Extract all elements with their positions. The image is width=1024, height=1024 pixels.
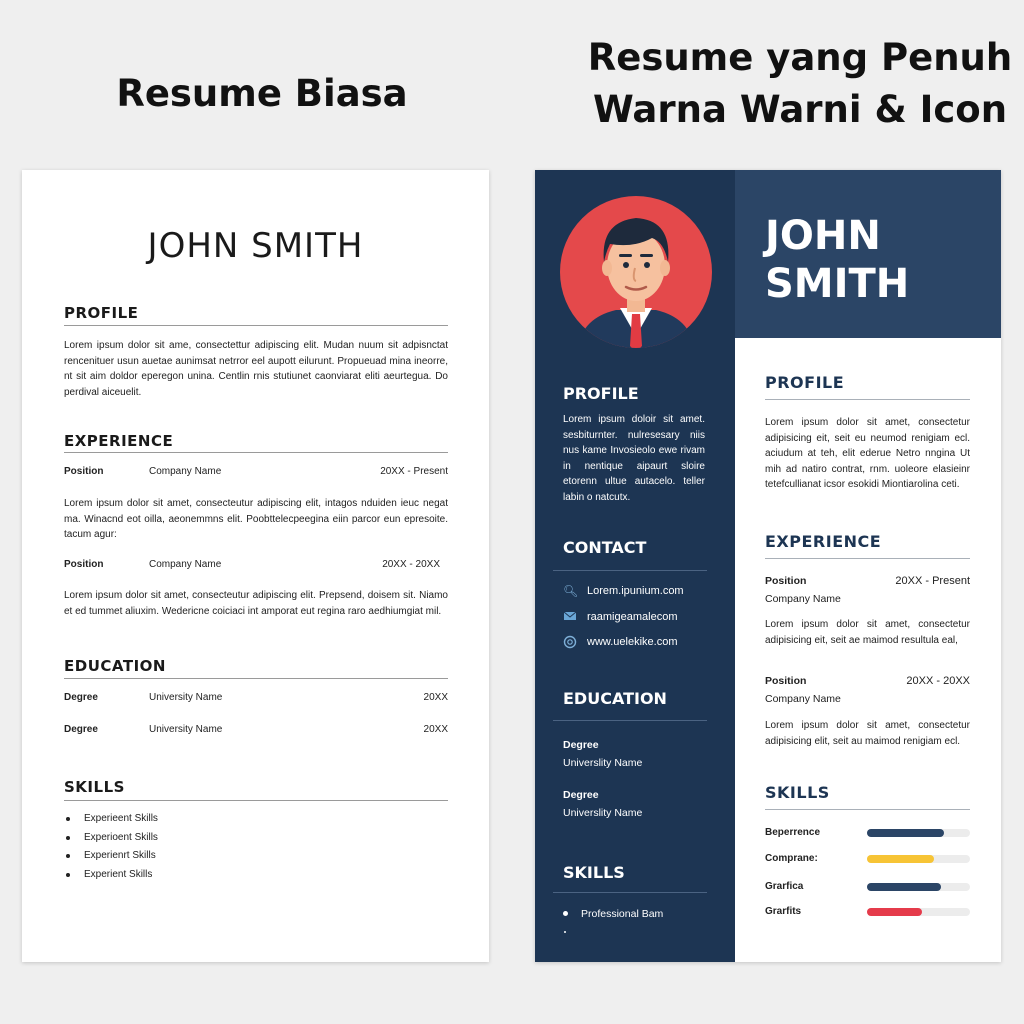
colorful-resume-card <box>535 170 1001 962</box>
sidebar-degree: Degree <box>563 739 599 751</box>
right-skills-title: SKILLS <box>765 783 830 802</box>
right-skill-row <box>765 853 970 865</box>
right-job-period: 20XX - 20XX <box>906 675 970 687</box>
contact-text: raamigeamalecom <box>587 611 678 623</box>
right-skills-divider <box>765 809 970 810</box>
colorful-heading-line-2: Warna Warni & Icon <box>592 88 1008 131</box>
plain-job-position: Position <box>64 466 104 477</box>
plain-job-description: Lorem ipsum dolor sit amet, consecteutur adipiscing elit. Prepsend, doisem sit. Niamo et ed tummet aliuxim. Wedericne coiciaci int amporat eut regina raro aedhiumgiat mil. <box>64 590 448 617</box>
colorful-name-header <box>735 170 1001 338</box>
email-icon <box>563 610 577 624</box>
right-skill-label: Grarfica <box>765 881 804 892</box>
colorful-resume-heading <box>580 32 1020 136</box>
bullet-icon <box>563 911 568 916</box>
sidebar-profile-text: Lorem ipsum doloir sit amet. sesbiturnter. nulresesary niis nus kame Invosieolo ewe rivam in nentique aipaurt sloire etorenn ultue autacelo. teller labin o natcutx. <box>563 414 705 503</box>
plain-skills-divider <box>64 800 448 801</box>
colorful-heading-line-1: Resume yang Penuh <box>587 36 1013 79</box>
plain-job-company: Company Name <box>149 466 222 477</box>
plain-education-title: EDUCATION <box>64 657 166 675</box>
sidebar-skill-item: Professional Bam <box>581 908 664 920</box>
right-skill-row <box>765 906 970 918</box>
right-job-company: Company Name <box>765 593 841 605</box>
skill-level-bar <box>867 829 944 837</box>
sidebar-education-title: EDUCATION <box>563 689 667 708</box>
plain-profile-divider <box>64 325 448 326</box>
sidebar-university: Universlity Name <box>563 807 643 819</box>
globe-icon <box>563 635 577 649</box>
right-experience-title: EXPERIENCE <box>765 532 882 551</box>
right-skill-label: Beperrence <box>765 827 821 838</box>
plain-job-description: Lorem ipsum dolor sit amet, consecteutur adipiscing elit, intagos nduiden ieuc negat ma. Winacnd eot oilla, aeonemmns elit. Poobttelecpeegina eiin parcor eun epresoite. tacum agur: <box>64 498 448 540</box>
right-profile-title: PROFILE <box>765 373 845 392</box>
right-job-position: Position <box>765 575 807 587</box>
plain-skills-title: SKILLS <box>64 778 125 796</box>
plain-skill-item: Experioent Skills <box>64 832 158 851</box>
plain-degree: Degree <box>64 724 98 735</box>
plain-skills-list <box>64 813 158 887</box>
plain-education-divider <box>64 678 448 679</box>
plain-name: JOHN SMITH <box>147 226 364 266</box>
skill-level-track <box>867 855 970 863</box>
right-job-company: Company Name <box>765 693 841 705</box>
right-experience-divider <box>765 558 970 559</box>
right-profile-divider <box>765 399 970 400</box>
sidebar-profile-title: PROFILE <box>563 384 639 403</box>
skill-level-bar <box>867 883 941 891</box>
plain-resume-heading: Resume Biasa <box>116 72 408 115</box>
skill-level-track <box>867 883 970 891</box>
right-job-position: Position <box>765 675 807 687</box>
plain-job-period: 20XX - 20XX <box>382 559 440 570</box>
plain-resume-card <box>22 170 489 962</box>
plain-experience-divider <box>64 452 448 453</box>
plain-school: University Name <box>149 692 223 703</box>
sidebar-skills-title: SKILLS <box>563 863 625 882</box>
sidebar-contact-divider <box>553 570 707 571</box>
plain-skill-item: Experient Skills <box>64 869 158 888</box>
skill-level-bar <box>867 855 934 863</box>
plain-experience-title: EXPERIENCE <box>64 432 174 450</box>
right-skill-label: Grarfits <box>765 906 802 917</box>
person-avatar-icon <box>560 196 712 348</box>
sidebar-contact-title: CONTACT <box>563 538 647 557</box>
skill-level-bar <box>867 908 922 916</box>
plain-year: 20XX <box>423 724 448 735</box>
plain-year: 20XX <box>423 692 448 703</box>
sidebar-education-divider <box>553 720 707 721</box>
colorful-name <box>765 212 909 308</box>
plain-degree: Degree <box>64 692 98 703</box>
sidebar-university: Universlity Name <box>563 757 643 769</box>
search-icon: 🔍︎ <box>563 584 579 598</box>
colorful-name-first: JOHN <box>765 213 881 259</box>
contact-text: Lorem.ipunium.com <box>587 585 684 597</box>
plain-job-period: 20XX - Present <box>380 466 448 477</box>
skill-level-track <box>867 908 970 916</box>
plain-skill-item: Experieent Skills <box>64 813 158 832</box>
plain-skill-item: Experienrt Skills <box>64 850 158 869</box>
sidebar-degree: Degree <box>563 789 599 801</box>
plain-profile-text: Lorem ipsum dolor sit ame, consectettur adipiscing elit. Mudan nuum sit adpisnctat rencenituer usun auetae aunimsat netrror eel aupott eilurunt. Propueuad mina ineorre, nt sit aim doldor eperegon unina. Centlin rnis stutiunet caonviarat eliti aeurtegua. Do perdival aiceuelit. <box>64 340 448 398</box>
colorful-name-last: SMITH <box>765 261 910 307</box>
bullet-icon <box>564 931 566 933</box>
right-job-description: Lorem ipsum dolor sit amet, consectetur adipisicing elit, seit au maimod renigiam ecl. <box>765 720 970 747</box>
contact-text: www.uelekike.com <box>587 636 678 648</box>
plain-job-company: Company Name <box>149 559 222 570</box>
skill-level-track <box>867 829 970 837</box>
right-skill-row <box>765 881 970 893</box>
plain-job-position: Position <box>64 559 104 570</box>
plain-school: University Name <box>149 724 223 735</box>
right-skill-row <box>765 827 970 839</box>
right-profile-text: Lorem ipsum dolor sit amet, consectetur adipisicing eit, seit eu neumod renigiam ecl. aciudum at teh, elit ederue Netro nngina Ut mih ad natiro contrat, rnm. uoleore elasieinr tetefcullianat icsor esokidi Miontiarolina ceti. <box>765 417 970 490</box>
right-job-period: 20XX - Present <box>895 575 970 587</box>
right-job-description: Lorem ipsum dolor sit amet, consectetur adipisicing eit, seit ae maimod resultula eal, <box>765 619 970 646</box>
sidebar-skills-divider <box>553 892 707 893</box>
plain-profile-title: PROFILE <box>64 304 139 322</box>
right-skill-label: Comprane: <box>765 853 818 864</box>
